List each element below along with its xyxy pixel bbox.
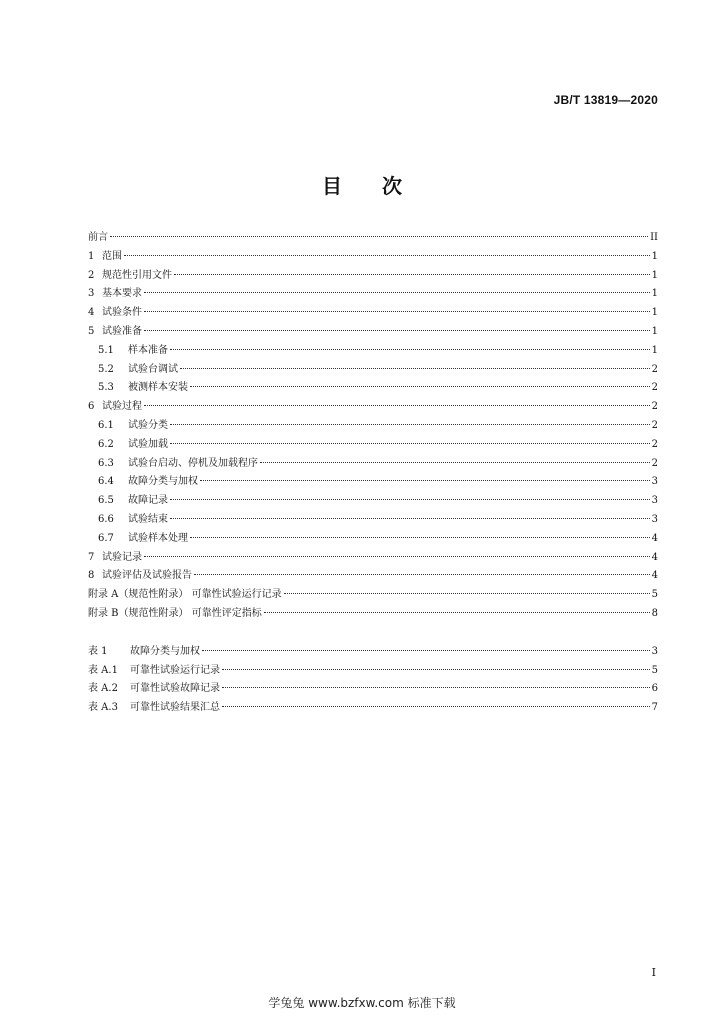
toc-entry[interactable] bbox=[88, 267, 658, 286]
dot-leader bbox=[170, 443, 650, 444]
toc-entry[interactable] bbox=[88, 398, 658, 417]
dot-leader bbox=[222, 687, 650, 688]
toc-entry[interactable] bbox=[88, 229, 658, 248]
toc-entry-label: 被测样本安装 bbox=[128, 382, 188, 394]
toc-entry-label: 故障记录 bbox=[128, 495, 168, 507]
toc-entry-page: 1 bbox=[651, 344, 658, 356]
toc-entry-number: 5.3 bbox=[98, 382, 114, 394]
dot-leader bbox=[264, 612, 650, 613]
toc-entry-page: 1 bbox=[651, 307, 658, 319]
dot-leader bbox=[202, 650, 650, 651]
toc-table-entry[interactable] bbox=[88, 662, 658, 681]
dot-leader bbox=[222, 669, 650, 670]
toc-entry-number: 6.2 bbox=[98, 438, 114, 450]
toc-entry-label: 基本要求 bbox=[102, 288, 142, 300]
toc-entry-page: 2 bbox=[651, 382, 658, 394]
toc-entry-label: 可靠性试验结果汇总 bbox=[130, 702, 220, 714]
toc-entry[interactable] bbox=[88, 323, 658, 342]
toc-entry-page: II bbox=[650, 232, 658, 243]
page-number: I bbox=[651, 966, 656, 979]
toc-entry-number: 6 bbox=[88, 401, 95, 413]
dot-leader bbox=[144, 556, 650, 557]
toc-entry[interactable] bbox=[88, 417, 658, 436]
toc-table-entry[interactable] bbox=[88, 680, 658, 699]
toc-entry-page: 8 bbox=[651, 607, 658, 619]
toc-entry-number: 8 bbox=[88, 570, 95, 582]
toc-entry-page: 3 bbox=[651, 495, 658, 507]
toc-entry-number: 6.3 bbox=[98, 457, 114, 469]
toc-entry-label: 样本准备 bbox=[128, 344, 168, 356]
toc-entry-number: 1 bbox=[88, 250, 95, 262]
toc-entry-label: 附录 A（规范性附录） 可靠性试验运行记录 bbox=[88, 589, 282, 601]
toc-entry-number: 5 bbox=[88, 325, 95, 337]
dot-leader bbox=[144, 311, 650, 312]
dot-leader bbox=[190, 386, 650, 387]
toc-entry-label: 可靠性试验运行记录 bbox=[130, 664, 220, 676]
toc-table-entry[interactable] bbox=[88, 699, 658, 718]
table-of-contents bbox=[88, 229, 658, 718]
toc-entry-label: 试验结束 bbox=[128, 513, 168, 525]
toc-entry-page: 2 bbox=[651, 438, 658, 450]
toc-entry-page: 2 bbox=[651, 457, 658, 469]
dot-leader bbox=[170, 518, 650, 519]
toc-entry-page: 2 bbox=[651, 363, 658, 375]
dot-leader bbox=[190, 537, 650, 538]
toc-entry[interactable] bbox=[88, 361, 658, 380]
toc-entry-number: 表 A.1 bbox=[88, 664, 118, 676]
toc-entry-number: 表 1 bbox=[88, 645, 108, 657]
toc-entry-page: 3 bbox=[651, 645, 658, 657]
toc-entry[interactable] bbox=[88, 492, 658, 511]
toc-entry-page: 5 bbox=[651, 664, 658, 676]
page-title: 目次 bbox=[322, 174, 442, 198]
toc-entry-page: 4 bbox=[651, 532, 658, 544]
standard-code: JB/T 13819—2020 bbox=[553, 93, 658, 107]
dot-leader bbox=[200, 480, 650, 481]
section-gap bbox=[88, 624, 658, 643]
toc-entry-page: 2 bbox=[651, 401, 658, 413]
toc-entry-page: 2 bbox=[651, 419, 658, 431]
dot-leader bbox=[170, 424, 650, 425]
toc-entry[interactable] bbox=[88, 530, 658, 549]
toc-entry[interactable] bbox=[88, 586, 658, 605]
toc-entry-number: 7 bbox=[88, 551, 95, 563]
toc-entry-number: 表 A.2 bbox=[88, 683, 118, 695]
toc-entry-label: 试验过程 bbox=[102, 401, 142, 413]
toc-entry-page: 5 bbox=[651, 589, 658, 601]
toc-entry-number: 6.7 bbox=[98, 532, 114, 544]
toc-entry[interactable] bbox=[88, 473, 658, 492]
dot-leader bbox=[110, 236, 648, 237]
toc-entry-label: 前言 bbox=[88, 232, 108, 243]
toc-entry-number: 6.6 bbox=[98, 513, 114, 525]
toc-entry-number: 6.1 bbox=[98, 419, 114, 431]
toc-entry-label: 故障分类与加权 bbox=[128, 476, 198, 488]
toc-entry-number: 4 bbox=[88, 307, 95, 319]
toc-entry-label: 试验样本处理 bbox=[128, 532, 188, 544]
toc-entry-number: 5.1 bbox=[98, 344, 114, 356]
toc-entry-label: 规范性引用文件 bbox=[102, 269, 172, 281]
toc-entry-page: 4 bbox=[651, 570, 658, 582]
dot-leader bbox=[180, 368, 650, 369]
dot-leader bbox=[144, 330, 650, 331]
toc-entry-label: 附录 B（规范性附录） 可靠性评定指标 bbox=[88, 607, 262, 619]
watermark: 学兔兔 www.bzfxw.com 标准下载 bbox=[268, 996, 456, 1010]
toc-entry-number: 2 bbox=[88, 269, 95, 281]
toc-entry-label: 试验准备 bbox=[102, 325, 142, 337]
dot-leader bbox=[144, 405, 650, 406]
toc-entry-page: 1 bbox=[651, 325, 658, 337]
toc-entry-page: 1 bbox=[651, 288, 658, 300]
toc-entry-number: 6.4 bbox=[98, 476, 114, 488]
toc-entry-number: 3 bbox=[88, 288, 95, 300]
dot-leader bbox=[194, 574, 650, 575]
dot-leader bbox=[284, 593, 650, 594]
dot-leader bbox=[174, 274, 650, 275]
toc-entry-page: 1 bbox=[651, 250, 658, 262]
toc-entry-page: 6 bbox=[651, 683, 658, 695]
toc-entry[interactable] bbox=[88, 304, 658, 323]
toc-entry-label: 可靠性试验故障记录 bbox=[130, 683, 220, 695]
toc-entry-number: 表 A.3 bbox=[88, 702, 118, 714]
toc-entry[interactable] bbox=[88, 455, 658, 474]
toc-entry-page: 3 bbox=[651, 513, 658, 525]
dot-leader bbox=[170, 349, 650, 350]
toc-entry-label: 试验记录 bbox=[102, 551, 142, 563]
toc-entry[interactable] bbox=[88, 379, 658, 398]
toc-entry[interactable] bbox=[88, 549, 658, 568]
toc-entry-label: 试验台启动、停机及加载程序 bbox=[128, 457, 258, 469]
toc-entry[interactable] bbox=[88, 342, 658, 361]
dot-leader bbox=[170, 499, 650, 500]
toc-entry-label: 试验条件 bbox=[102, 307, 142, 319]
toc-entry-label: 试验加载 bbox=[128, 438, 168, 450]
toc-entry-page: 7 bbox=[651, 702, 658, 714]
toc-entry[interactable] bbox=[88, 248, 658, 267]
toc-entry[interactable] bbox=[88, 511, 658, 530]
toc-entry-label: 试验评估及试验报告 bbox=[102, 570, 192, 582]
toc-entry[interactable] bbox=[88, 605, 658, 624]
toc-table-entry[interactable] bbox=[88, 643, 658, 662]
toc-entry-label: 故障分类与加权 bbox=[130, 645, 200, 657]
dot-leader bbox=[124, 255, 650, 256]
toc-entry-page: 3 bbox=[651, 476, 658, 488]
dot-leader bbox=[144, 292, 650, 293]
toc-entry[interactable] bbox=[88, 567, 658, 586]
toc-entry-page: 4 bbox=[651, 551, 658, 563]
toc-entry-label: 试验分类 bbox=[128, 419, 168, 431]
dot-leader bbox=[222, 706, 650, 707]
dot-leader bbox=[260, 462, 650, 463]
toc-entry-label: 试验台调试 bbox=[128, 363, 178, 375]
toc-entry-number: 5.2 bbox=[98, 363, 114, 375]
toc-entry[interactable] bbox=[88, 285, 658, 304]
toc-entry-page: 1 bbox=[651, 269, 658, 281]
toc-entry-number: 6.5 bbox=[98, 495, 114, 507]
toc-entry-label: 范围 bbox=[102, 250, 122, 262]
toc-entry[interactable] bbox=[88, 436, 658, 455]
